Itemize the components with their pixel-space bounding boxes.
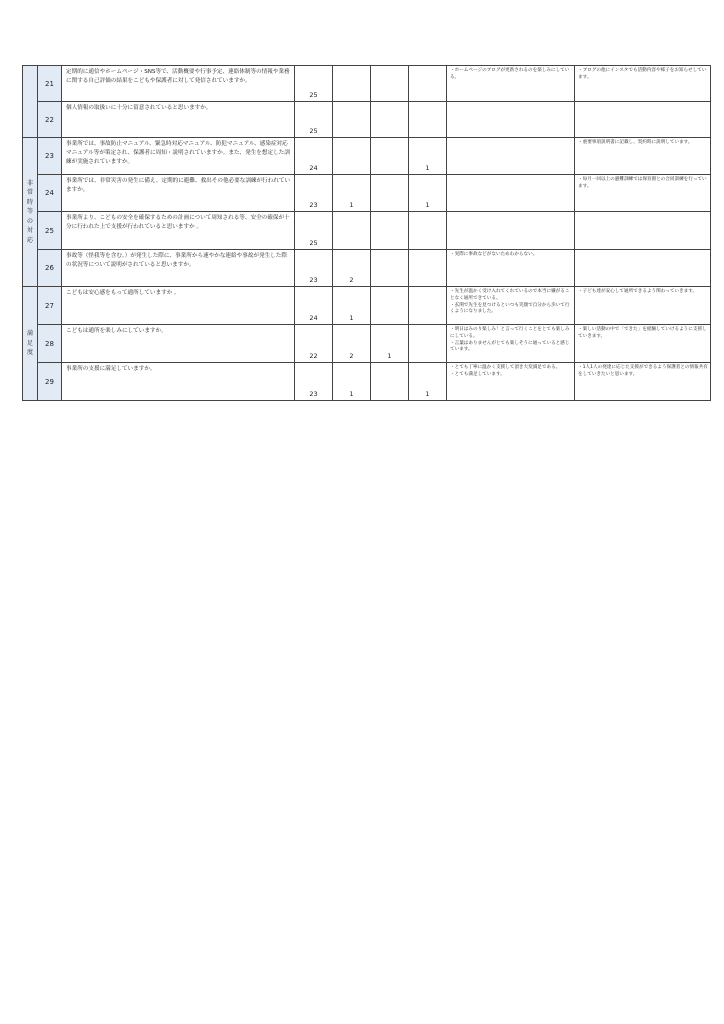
- count-yes: 25: [295, 212, 333, 250]
- item-number: 22: [38, 102, 62, 138]
- facility-response: ・重要事項説明書に記載し、契約時に説明しています。: [575, 138, 711, 175]
- table-row: [23, 287, 711, 325]
- question-text: 定期的に通信やホームページ・SNS等で、活動概要や行事予定、連絡体制等の情報や業務に関する自己評価の結果をこどもや保護者に対して発信されていますか。: [66, 69, 290, 85]
- item-number: 21: [38, 66, 62, 102]
- table-row: [23, 250, 711, 287]
- parent-comment: ・とても丁寧に温かく支援して頂き大変満足である。 ・とても満足しています。: [447, 363, 575, 401]
- parent-comment: ・明日はみのり楽しみ！と言って行くことをとても楽しみにしている。 ・言葉はありませんがとても楽しそうに通っていると感じています。: [447, 325, 575, 363]
- facility-response: [575, 250, 711, 287]
- count-unknown: 1: [409, 175, 447, 212]
- question-text: こどもは安心感をもって通所していますか 。: [66, 290, 180, 296]
- count-somewhat: [333, 66, 371, 102]
- item-number: 24: [38, 175, 62, 212]
- facility-response: ・1人1人の発達に応じた支援ができるよう保護者との情報共有をしていきたいと思います。: [575, 363, 711, 401]
- parent-comment: [447, 175, 575, 212]
- question-text: 事業所では、事故防止マニュアル、緊急時対応マニュアル、防犯マニュアル、感染症対応マニュアル等が策定され、保護者に周知・説明されていますか。また、発生を想定した訓練が実施されていますか。: [66, 141, 290, 166]
- count-no: [371, 102, 409, 138]
- count-no: [371, 138, 409, 175]
- section-label-satisfaction: 満足度: [23, 287, 38, 401]
- question-cell: [62, 175, 295, 212]
- question-cell: [62, 102, 295, 138]
- facility-response: [575, 212, 711, 250]
- count-yes: 24: [295, 287, 333, 325]
- count-somewhat: 2: [333, 250, 371, 287]
- table-row: [23, 66, 711, 102]
- count-no: 1: [371, 325, 409, 363]
- question-cell: [62, 138, 295, 175]
- count-yes: 24: [295, 138, 333, 175]
- count-no: [371, 250, 409, 287]
- evaluation-table: [22, 65, 711, 401]
- item-number: 29: [38, 363, 62, 401]
- parent-comment: ・先生が温かく受け入れてくれているので本当に嫌がることなく通所できている。 ・玄関で先生を見つけるといつも笑顔で自分から歩いて行くようになりました。: [447, 287, 575, 325]
- table-row: [23, 363, 711, 401]
- count-unknown: [409, 287, 447, 325]
- count-unknown: [409, 102, 447, 138]
- count-somewhat: [333, 212, 371, 250]
- table-row: [23, 325, 711, 363]
- table-row: [23, 212, 711, 250]
- item-number: 26: [38, 250, 62, 287]
- count-no: [371, 66, 409, 102]
- question-cell: [62, 66, 295, 102]
- facility-response: [575, 102, 711, 138]
- count-unknown: [409, 325, 447, 363]
- count-yes: 23: [295, 175, 333, 212]
- count-no: [371, 175, 409, 212]
- facility-response: ・楽しい活動の中で「できた」を経験していけるように支援していきます。: [575, 325, 711, 363]
- question-text: 事業所より、こどもの安全を確保するための計画について周知される等、安全の確保が十分に行われた上で支援が行われていると思いますか 。: [66, 215, 290, 231]
- count-somewhat: [333, 102, 371, 138]
- question-cell: [62, 212, 295, 250]
- count-yes: 25: [295, 66, 333, 102]
- section-label-emergency: 非常時等の対応: [23, 138, 38, 287]
- table-row: [23, 102, 711, 138]
- count-yes: 23: [295, 250, 333, 287]
- count-somewhat: 2: [333, 325, 371, 363]
- count-somewhat: 1: [333, 363, 371, 401]
- item-number: 28: [38, 325, 62, 363]
- parent-comment: [447, 212, 575, 250]
- question-cell: [62, 363, 295, 401]
- count-no: [371, 363, 409, 401]
- count-somewhat: 1: [333, 175, 371, 212]
- count-yes: 23: [295, 363, 333, 401]
- count-somewhat: 1: [333, 287, 371, 325]
- table-row: [23, 138, 711, 175]
- evaluation-sheet: [22, 65, 710, 401]
- table-row: [23, 175, 711, 212]
- question-cell: [62, 325, 295, 363]
- count-yes: 25: [295, 102, 333, 138]
- question-cell: [62, 287, 295, 325]
- question-text: 事業所の支援に満足していますか。: [66, 366, 156, 372]
- parent-comment: ・ホームページのブログが更新されるのを楽しみにしている。: [447, 66, 575, 102]
- question-text: 事業所では、非常災害の発生に備え、定期的に避難、救出その他必要な訓練が行われていますか。: [66, 178, 291, 194]
- facility-response: ・子ども達が安心して通所できるよう関わっていきます。: [575, 287, 711, 325]
- count-unknown: [409, 212, 447, 250]
- count-unknown: [409, 66, 447, 102]
- facility-response: ・毎月一回以上の避難訓練では保育園との合同訓練を行っています。: [575, 175, 711, 212]
- facility-response: ・ブログの他にインスタでも活動内容や様子をお知らせしています。: [575, 66, 711, 102]
- item-number: 23: [38, 138, 62, 175]
- count-unknown: 1: [409, 363, 447, 401]
- parent-comment: [447, 102, 575, 138]
- parent-comment: ・実際に事故などがないためわからない。: [447, 250, 575, 287]
- count-no: [371, 212, 409, 250]
- question-cell: [62, 250, 295, 287]
- question-text: 事故等（怪我等を含む。）が発生した際に、事業所から速やかな連絡や事故が発生した際の状況等について説明がされていると思いますか。: [66, 253, 287, 269]
- parent-comment: [447, 138, 575, 175]
- count-yes: 22: [295, 325, 333, 363]
- section-cell-blank: [23, 66, 38, 138]
- question-text: 個人情報の取扱いに十分に留意されていると思いますか。: [66, 105, 212, 111]
- count-unknown: 1: [409, 138, 447, 175]
- item-number: 25: [38, 212, 62, 250]
- count-no: [371, 287, 409, 325]
- question-text: こどもは通所を楽しみにしていますか。: [66, 328, 167, 334]
- count-unknown: [409, 250, 447, 287]
- count-somewhat: [333, 138, 371, 175]
- item-number: 27: [38, 287, 62, 325]
